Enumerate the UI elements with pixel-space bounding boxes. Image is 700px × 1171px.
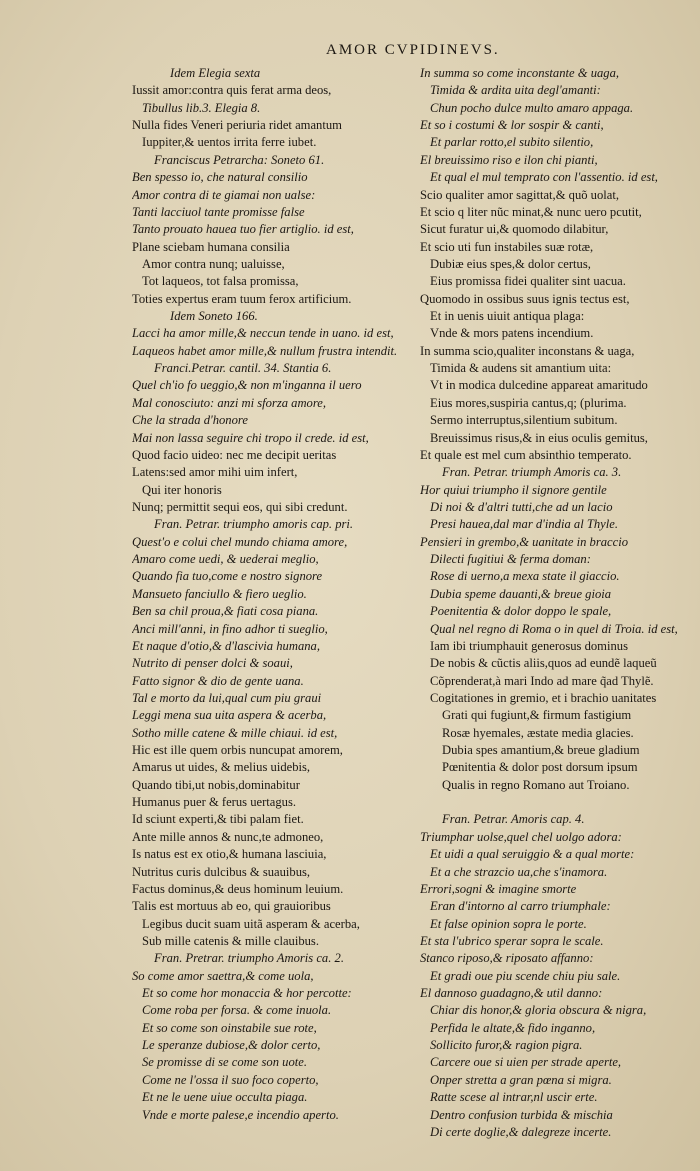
- text-line: Factus dominus,& deus hominum leuium.: [132, 881, 344, 896]
- text-line: Carcere oue si uien per strade aperte,: [430, 1055, 622, 1070]
- text-line: Et qual el mul temprato con l'assentio. id est,: [430, 170, 658, 185]
- text-line: Iam ibi triumphauit generosus dominus: [430, 638, 628, 653]
- text-line: Idem Soneto 166.: [170, 309, 258, 324]
- text-line: Hic est ille quem orbis nuncupat amorem,: [132, 743, 343, 758]
- text-line: Stanco riposo,& riposato affanno:: [420, 951, 594, 966]
- text-line: Vnde e morte palese,e incendio aperto.: [142, 1107, 339, 1122]
- text-line: Dubiæ eius spes,& dolor certus,: [430, 256, 591, 271]
- text-line: Cogitationes in gremio, et i brachio uanitates: [430, 690, 657, 705]
- running-header: AMOR CVPIDINEVS.: [326, 42, 500, 58]
- text-line: Pœnitentia & dolor post dorsum ipsum: [442, 760, 638, 775]
- text-line: El breuissimo riso e ilon chi pianti,: [420, 152, 598, 167]
- text-line: Id sciunt experti,& tibi palam fiet.: [132, 812, 304, 827]
- text-line: Hor quiui triumpho il signore gentile: [420, 482, 607, 497]
- text-line: Anci mill'anni, in fino adhor ti sueglio,: [132, 621, 328, 636]
- text-line: Fran. Petrar. triumpho amoris cap. pri.: [154, 517, 354, 532]
- text-line: Cõprenderat,à mari Indo ad mare q̃ad Thylẽ.: [430, 673, 654, 688]
- text-line: Qui iter honoris: [142, 482, 222, 497]
- text-line: Nulla fides Veneri periuria ridet amantum: [132, 118, 342, 133]
- text-line: Latens:sed amor mihi uim infert,: [132, 465, 298, 480]
- text-line: Onper stretta a gran pœna si migra.: [430, 1072, 612, 1087]
- text-line: Sicut furatur ui,& quomodo dilabitur,: [420, 222, 609, 237]
- text-line: Dubia speme dauanti,& breue gioia: [430, 586, 612, 601]
- text-line: Mai non lassa seguire chi tropo il crede. id est,: [132, 430, 369, 445]
- text-line: Mansueto fanciullo & fiero ueglio.: [132, 586, 307, 601]
- text-line: Dubia spes amantium,& breue gladium: [442, 743, 640, 758]
- text-line: Errori,sogni & imagine smorte: [420, 881, 577, 896]
- text-line: Quando tibi,ut nobis,dominabitur: [132, 777, 300, 792]
- text-line: Fran. Pretrar. triumpho Amoris ca. 2.: [154, 951, 344, 966]
- text-line: Triumphar uolse,quel chel uolgo adora:: [420, 829, 622, 844]
- text-line: Et gradi oue piu scende chiu piu sale.: [430, 968, 621, 983]
- text-line: So come amor saettra,& come uola,: [132, 968, 314, 983]
- left-column: [132, 65, 414, 1124]
- text-line: Tanto prouato hauea tuo fier artiglio. id est,: [132, 222, 354, 237]
- text-line: Sermo interruptus,silentium subitum.: [430, 413, 618, 428]
- text-line: Chiar dis honor,& gloria obscura & nigra,: [430, 1003, 647, 1018]
- text-line: Sotho mille catene & mille chiaui. id est,: [132, 725, 338, 740]
- text-line: Et quale est mel cum absinthio temperato.: [420, 447, 632, 462]
- text-line: Iuppiter,& uentos irrita ferre iubet.: [142, 135, 317, 150]
- text-line: Sollicito furor,& ragion pigra.: [430, 1038, 583, 1053]
- text-line: Quel ch'io fo ueggio,& non m'inganna il uero: [132, 378, 362, 393]
- text-line: Plane sciebam humana consilia: [132, 239, 290, 254]
- text-line: Di certe doglie,& dalegreze incerte.: [430, 1124, 612, 1139]
- text-line: Et sta l'ubrico sperar sopra le scale.: [420, 933, 604, 948]
- text-line: El dannoso guadagno,& util danno:: [420, 986, 603, 1001]
- text-line: Et scio q liter nũc minat,& nunc uero pcutit,: [420, 204, 642, 219]
- text-line: Grati qui fugiunt,& firmum fastigium: [442, 708, 632, 723]
- text-line: Scio qualiter amor sagittat,& quõ uolat,: [420, 187, 620, 202]
- text-line: Quando fia tuo,come e nostro signore: [132, 569, 323, 584]
- text-line: Come roba per forsa. & come inuola.: [142, 1003, 332, 1018]
- text-line: Rose di uerno,a mexa state il giaccio.: [430, 569, 620, 584]
- text-line: Ben sa chil proua,& fiati cosa piana.: [132, 604, 319, 619]
- text-line: Ben spesso io, che natural consilio: [132, 170, 308, 185]
- text-line: Et parlar rotto,el subito silentio,: [430, 135, 594, 150]
- text-line: Eran d'intorno al carro triumphale:: [430, 899, 611, 914]
- text-line: Et a che strazcio ua,che s'inamora.: [430, 864, 608, 879]
- text-line: In summa scio,qualiter inconstans & uaga,: [420, 343, 635, 358]
- text-line: Quest'o e colui chel mundo chiama amore,: [132, 534, 348, 549]
- text-line: De nobis & cũctis aliis,quos ad eundẽ laqueũ: [430, 656, 657, 671]
- text-line: Et naque d'otio,& d'lascivia humana,: [132, 638, 320, 653]
- text-line: Tal e morto da lui,qual cum piu graui: [132, 690, 322, 705]
- text-line: Laqueos habet amor mille,& nullum frustra intendit.: [132, 343, 398, 358]
- text-line: Vt in modica dulcedine appareat amaritudo: [430, 378, 648, 393]
- text-line: Perfida le altate,& fido inganno,: [430, 1020, 596, 1035]
- text-line: Amaro come uedi, & uederai meglio,: [132, 552, 319, 567]
- text-line: Dentro confusion turbida & mischia: [430, 1107, 613, 1122]
- text-line: Iussit amor:contra quis ferat arma deos,: [132, 83, 332, 98]
- text-line: Legibus ducit suam uitã asperam & acerba,: [142, 916, 360, 931]
- text-line: Le speranze dubiose,& dolor certo,: [142, 1038, 321, 1053]
- text-line: Sub mille catenis & mille clauibus.: [142, 933, 319, 948]
- text-line: Toties expertus eram tuum ferox artificium.: [132, 291, 352, 306]
- text-line: Franci.Petrar. cantil. 34. Stantia 6.: [154, 361, 332, 376]
- text-line: Amor contra di te giamai non ualse:: [132, 187, 316, 202]
- text-line: Eius mores,suspiria cantus,q; (plurima.: [430, 395, 627, 410]
- text-line: Et ne le uene uiue occulta piaga.: [142, 1090, 308, 1105]
- text-line: Amor contra nunq; ualuisse,: [142, 256, 285, 271]
- text-line: Franciscus Petrarcha: Soneto 61.: [154, 152, 325, 167]
- text-line: Pensieri in grembo,& uanitate in braccio: [420, 534, 628, 549]
- text-line: Di noi & d'altri tutti,che ad un lacio: [430, 499, 613, 514]
- text-line: Qual nel regno di Roma o in quel di Troia. id est,: [430, 621, 678, 636]
- right-column: [420, 65, 700, 1141]
- text-line: Chun pocho dulce multo amaro appaga.: [430, 100, 634, 115]
- text-line: Et scio uti fun instabiles suæ rotæ,: [420, 239, 594, 254]
- text-line: Eius promissa fidei qualiter sint uacua.: [430, 274, 626, 289]
- text-line: Nutritus curis dulcibus & suauibus,: [132, 864, 311, 879]
- text-line: Quod facio uideo: nec me decipit ueritas: [132, 447, 337, 462]
- text-line: Timida & ardita uita degl'amanti:: [430, 83, 601, 98]
- text-line: Poenitentia & dolor doppo le spale,: [430, 604, 612, 619]
- text-line: Come ne l'ossa il suo foco coperto,: [142, 1072, 319, 1087]
- text-line: Presi hauea,dal mar d'india al Thyle.: [430, 517, 618, 532]
- text-line: [420, 794, 700, 811]
- text-line: Amarus ut uides, & melius uidebis,: [132, 760, 311, 775]
- text-line: Rosæ hyemales, æstate media glacies.: [442, 725, 634, 740]
- text-line: Et so i costumi & lor sospir & canti,: [420, 118, 604, 133]
- text-line: Ante mille annos & nunc,te admoneo,: [132, 829, 324, 844]
- text-line: Timida & audens sit amantium uita:: [430, 361, 612, 376]
- text-line: Tibullus lib.3. Elegia 8.: [142, 100, 261, 115]
- text-line: Et so come son oinstabile sue rote,: [142, 1020, 317, 1035]
- text-line: Ratte scese al intrar,nl uscir erte.: [430, 1090, 598, 1105]
- text-line: Fran. Petrar. triumph Amoris ca. 3.: [442, 465, 622, 480]
- text-line: Fran. Petrar. Amoris cap. 4.: [442, 812, 585, 827]
- text-line: Fatto signor & dio de gente uana.: [132, 673, 304, 688]
- text-line: Is natus est ex otio,& humana lasciuia,: [132, 847, 327, 862]
- text-line: Leggi mena sua uita aspera & acerba,: [132, 708, 327, 723]
- text-line: Lacci ha amor mille,& neccun tende in uano. id est,: [132, 326, 394, 341]
- text-line: Nunq; permittit sequi eos, qui sibi credunt.: [132, 499, 348, 514]
- text-line: Tanti lacciuol tante promisse false: [132, 204, 305, 219]
- text-line: Humanus puer & ferus uertagus.: [132, 795, 297, 810]
- text-line: Tot laqueos, tot falsa promissa,: [142, 274, 299, 289]
- text-line: Talis est mortuus ab eo, qui grauioribus: [132, 899, 331, 914]
- text-line: Nutrito di penser dolci & soaui,: [132, 656, 293, 671]
- text-line: Idem Elegia sexta: [170, 66, 261, 80]
- text-line: In summa so come inconstante & uaga,: [420, 66, 620, 80]
- text-line: Mal conosciuto: anzi mi sforza amore,: [132, 395, 327, 410]
- text-line: Qualis in regno Romano aut Troiano.: [442, 777, 630, 792]
- text-line: Quomodo in ossibus suus ignis tectus est,: [420, 291, 630, 306]
- text-line: Breuissimus risus,& in eius oculis gemitus,: [430, 430, 648, 445]
- text-line: Che la strada d'honore: [132, 413, 248, 428]
- text-line: Et so come hor monaccia & hor percotte:: [142, 986, 352, 1001]
- text-line: Et in uenis uiuit antiqua plaga:: [430, 309, 585, 324]
- text-line: Dilecti fugitiui & ferma doman:: [430, 552, 591, 567]
- text-line: Et uidi a qual seruiggio & a qual morte:: [430, 847, 635, 862]
- text-line: Et false opinion sopra le porte.: [430, 916, 587, 931]
- text-line: Se promisse di se come son uote.: [142, 1055, 307, 1070]
- text-line: Vnde & mors patens incendium.: [430, 326, 594, 341]
